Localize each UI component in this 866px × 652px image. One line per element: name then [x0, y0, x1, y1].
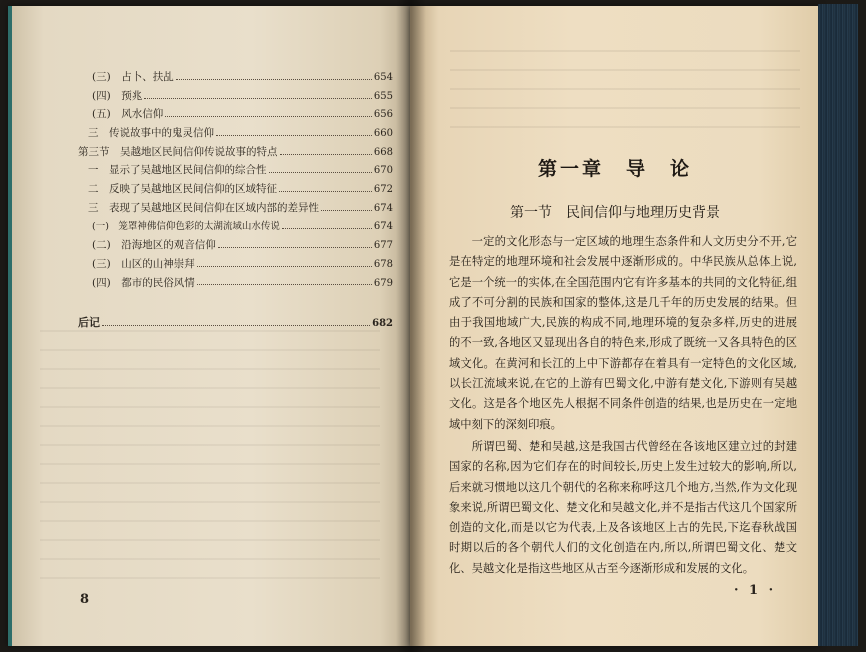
- toc-entry-page: 682: [372, 318, 393, 330]
- toc-leader-dots: [279, 191, 372, 192]
- toc-leader-dots: [102, 325, 370, 326]
- toc-entry-label: 二 反映了吴越地区民间信仰的区域特征: [88, 183, 277, 196]
- toc-leader-dots: [280, 154, 372, 155]
- toc-entry-page: 674: [373, 220, 393, 232]
- toc-leader-dots: [165, 116, 372, 117]
- toc-entry-label: (三) 山区的山神崇拜: [92, 257, 195, 270]
- toc-leader-dots: [197, 284, 372, 285]
- toc-leader-dots: [197, 266, 372, 267]
- toc-entry-page: 677: [373, 240, 393, 252]
- toc-entry-label: (一) 笼罩神佛信仰色彩的太湖流域山水传说: [92, 220, 280, 232]
- toc-entry: [78, 180, 393, 199]
- toc-entry-page: 674: [373, 202, 393, 214]
- toc-entry-label: 一 显示了吴越地区民间信仰的综合性: [88, 164, 267, 177]
- bleed-through-texture: [40, 330, 380, 590]
- toc-entry-page: 672: [373, 184, 393, 196]
- toc-entry: [78, 274, 393, 293]
- toc-entry: [78, 143, 393, 162]
- table-of-contents: [78, 68, 393, 333]
- book-page-edges: [818, 4, 858, 646]
- toc-leader-dots: [176, 79, 372, 80]
- toc-entry: [78, 124, 393, 143]
- toc-leader-dots: [269, 172, 372, 173]
- toc-leader-dots: [144, 98, 372, 99]
- toc-leader-dots: [321, 210, 372, 211]
- toc-entry: [78, 87, 393, 106]
- body-text: [449, 232, 797, 581]
- toc-entry-page: 679: [373, 277, 393, 289]
- toc-entry-label: 三 传说故事中的鬼灵信仰: [88, 127, 214, 140]
- toc-entry: [78, 218, 393, 237]
- toc-entry-page: 655: [373, 90, 393, 102]
- bleed-through-texture: [450, 50, 800, 140]
- toc-leader-dots: [282, 228, 372, 229]
- toc-entry-label: (四) 都市的民俗风情: [92, 276, 195, 289]
- toc-leader-dots: [216, 135, 372, 136]
- toc-entry-page: 670: [373, 165, 393, 177]
- toc-entry: [78, 236, 393, 255]
- toc-entry: [78, 68, 393, 87]
- toc-entry-page: 654: [373, 72, 393, 83]
- right-page-number: · 1 ·: [734, 583, 777, 598]
- toc-entry: [78, 161, 393, 180]
- toc-entry-page: 668: [373, 146, 393, 158]
- toc-entry: [78, 105, 393, 124]
- toc-entry: [78, 199, 393, 218]
- toc-entry-label: 后记: [78, 316, 100, 330]
- toc-entry-label: (三) 占卜、扶乩: [92, 71, 174, 83]
- book-spine: [396, 0, 426, 652]
- toc-entry-label: 三 表现了吴越地区民间信仰在区域内部的差异性: [88, 201, 319, 214]
- toc-entry: [78, 255, 393, 274]
- chapter-title: 第一章 导 论: [537, 158, 692, 180]
- section-title: 第一节 民间信仰与地理历史背景: [510, 205, 720, 221]
- toc-entry-label: (五) 风水信仰: [92, 108, 164, 121]
- toc-entry-label: 第三节 吴越地区民间信仰传说故事的特点: [78, 145, 278, 158]
- paragraph: 所谓巴蜀、楚和吴越,这是我国古代曾经在各该地区建立过的封建国家的名称,因为它们存在的时间较长,历史上发生过较大的影响,所以,后来就习惯地以这几个朝代的名称来称呼这几个地方,当然,作为文化现象来说,所谓巴蜀文化、楚文化和吴越文化,并不是指古代这几个国家所创造的文化,而是以它为代表,上及各该地区上古的先民,下迄春秋战国时期以后的各个朝代人们的文化创造在内,所以,所谓巴蜀文化、楚文化、吴越文化是指这些地区从古至今逐渐形成和发展的文化。: [449, 439, 797, 575]
- toc-leader-dots: [218, 247, 372, 248]
- left-page-number: 8: [80, 592, 90, 607]
- paragraph: 一定的文化形态与一定区域的地理生态条件和人文历史分不开,它是在特定的地理环境和社会发展中逐渐形成的。中华民族从总体上说,它是一个统一的实体,在全国范围内它有许多基本的共同的文化特征,组成了不可分割的民族和国家的整体,这是几千年的历史发展的结果。但由于我国地域广大,民族的构成不同,地理环境的复杂多样,历史的进展的不一致,各地区又显现出各自的特色来,形成了既统一又各具特色的区域文化。在黄河和长江的上中下游都存在着具有一定特色的文化区域,以长江流域来说,在它的上游有巴蜀文化,中游有楚文化,下游则有吴越文化。这是各个地区先人根据不同条件创造的结果,也是历史在一定地域中刻下的深刻印痕。: [449, 235, 797, 431]
- toc-entry-page: 656: [373, 109, 393, 121]
- toc-entry-label: (二) 沿海地区的观音信仰: [92, 239, 216, 252]
- toc-entry-postscript: [78, 314, 393, 333]
- toc-entry-label: (四) 预兆: [92, 89, 143, 102]
- toc-entry-page: 678: [373, 258, 393, 270]
- toc-entry-page: 660: [373, 128, 393, 140]
